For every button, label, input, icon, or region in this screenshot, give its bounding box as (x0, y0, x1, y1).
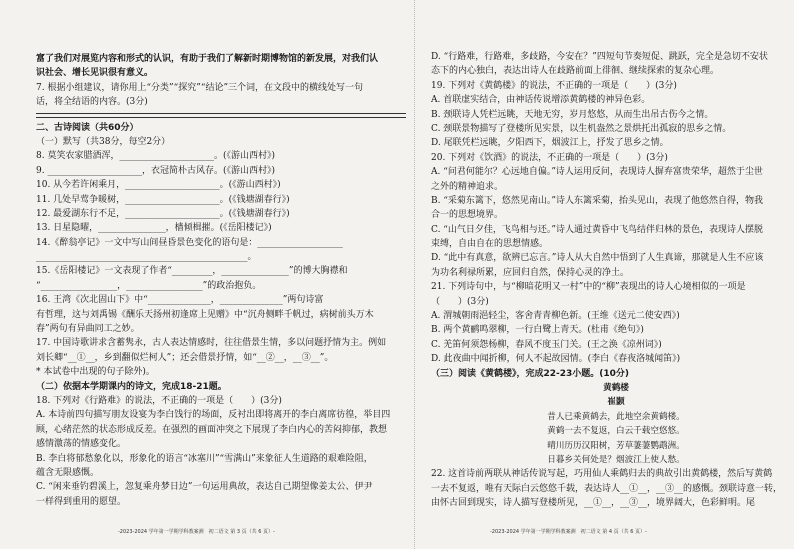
text-line: 为功名利禄所累，应回归自然，保持心灵的净土。 (431, 267, 630, 278)
text-line: C. “闲来垂钓碧溪上，忽复乘舟梦日边”一句运用典故，表达自己期望像姜太公、伊尹 (36, 482, 373, 493)
text-line: 感情激荡的情感变化。 (36, 439, 127, 450)
text-line: A. 渭城朝雨浥轻尘，客舍青青柳色新。(王维《送元二使安西》) (431, 311, 680, 322)
text-line: 二、古诗阅读（共60分） (36, 122, 139, 133)
text-line: （一）默写（共38分，每空2分） (36, 136, 171, 147)
text-line: D. 尾联凭栏远眺，夕阳西下，烟波江上，抒发了思乡之情。 (431, 138, 669, 149)
text-line: 蕴含无限感慨。 (36, 467, 100, 478)
text-line: 有哲理，这与刘禹锡《酬乐天扬州初逢席上见赠》中“沉舟侧畔千帆过，病树前头万木 (36, 309, 374, 320)
text-line: 崔颢 (607, 397, 625, 408)
text-line: D. “行路难，行路难，多歧路，今安在？”四短句节奏短促、跳跃，完全是急切不安状 (431, 52, 768, 62)
text-line: 12. 最爱湖东行不足，_____________________。(《钱塘湖春行》) (36, 208, 290, 219)
text-line: 昔人已乘黄鹤去，此地空余黄鹤楼。 (547, 411, 685, 422)
text-line: 18. 下列对《行路难》的说法，不正确的一项是（ ）(3分) (36, 395, 282, 406)
text-line: 15.《岳阳楼记》一文表现了作者“_________，_______________”的博大胸襟和 (36, 266, 348, 277)
text-line: 合一的思想境界。 (431, 210, 504, 221)
text-line: B. 颈联诗人凭栏远眺，天地无穷，岁月悠悠，从而生出吊古伤今之情。 (431, 109, 714, 120)
right-page-footer: -2023-2024 学年第一学期学科教案测 初二语文 第 4 页（共 6 页）- (490, 529, 647, 535)
left-page-column (36, 0, 406, 509)
text-line: 21. 下列诗句中，与“柳暗花明又一村”中的“柳”表现出的诗人心境相似的一项是 (431, 282, 746, 293)
text-line: B. “采菊东篱下，悠然见南山。”诗人东篱采菊，抬头见山，表现了他悠然自得，物我 (431, 195, 764, 206)
text-line: 富了我们对展览内容和形式的认识，有助于我们了解新时期博物馆的新发展，对我们认 (36, 54, 379, 64)
text-line: B. 李白将郁愁象化以，形象化的语言“冰塞川”“雪满山”来象征人生道路的艰难险阻， (36, 453, 373, 464)
answer-line (36, 117, 406, 118)
text-line: （ ）(3分) (431, 296, 489, 307)
text-line: 束缚，自由自在的思想情感。 (431, 239, 549, 250)
text-line: A. 首联虚实结合，由神话传说增添黄鹤楼的神异色彩。 (431, 95, 651, 106)
text-line: _______________________________________________。 (36, 252, 257, 263)
right-page-column (431, 0, 794, 511)
text-line: * 本试卷中出现的句子除外)。 (36, 367, 155, 378)
text-line: A. “问君何能尔？心远地自偏。”诗人运用反问，表现诗人摒弃富贵荣华，超然于尘世 (431, 167, 763, 178)
text-line: 9. _____________________，衣冠简朴古风存。(《游山西村》) (36, 165, 275, 176)
page-divider (414, 0, 415, 549)
text-line: D. 此夜曲中闻折柳，何人不起故园情。(李白《春夜洛城闻笛》) (431, 354, 681, 365)
text-line: 态下的内心独白，表达出诗人在歧路前面上徘徊、继续探索的复杂心理。 (431, 66, 720, 77)
text-line: 一去不复返，唯有天际白云悠悠千载，表达诗人__①__，__③__的感慨。颈联诗意一转， (431, 483, 783, 494)
text-line: C. “山气日夕佳，飞鸟相与还。”诗人通过黄昏中飞鸟结伴归林的景色，表现诗人摆脱 (431, 224, 763, 235)
text-line: （二）依据本学期课内的诗文，完成18-21题。 (36, 381, 227, 392)
text-line: 之外的精神追求。 (431, 181, 504, 192)
text-line: 一样得到重用的愿望。 (36, 496, 127, 507)
left-page-footer: -2023-2024 学年第一学期学科教案测 初二语文 第 3 页（共 6 页）- (118, 529, 275, 535)
text-line: 黄鹤楼 (603, 382, 629, 393)
answer-line (36, 113, 406, 114)
text-line: 19. 下列对《黄鹤楼》的说法，不正确的一项是（ ）(3分) (431, 80, 677, 91)
text-line: 13. 日星隐曜，_______________，樯倾楫摧。(《岳阳楼记》) (36, 223, 272, 234)
text-line: D. “此中有真意，欲辨已忘言。”诗人从大自然中悟到了人生真谛，那就是人生不应该 (431, 253, 764, 264)
text-line: 顾，心绪茫然的状态形成反差。在强烈的画面冲突之下展现了李白内心的苦闷抑郁，教想 (36, 424, 388, 435)
text-line: C. 颈联景物描写了登楼所见实景，以生机盎然之景烘托出孤寂的思乡之情。 (431, 123, 732, 134)
text-line: 16. 王湾《次北固山下》中“______________，______________”两句诗富 (36, 295, 324, 306)
text-line: 10. 从今若许闲乘月，_____________________。(《游山西村》) (36, 180, 281, 191)
text-line: A. 本诗前四句描写朋友设宴为李白饯行的场面，反衬出即将离开的李白离席彷徨，举目四 (36, 410, 391, 421)
text-line: 17. 中国诗歌讲求含蓄隽永，古人表达情感时，往往借景生情，多以问题抒情为主。例如 (36, 338, 387, 349)
text-line: 刘长卿“__①__，乡到翻似烂柯人”；还会借景抒情，如“__②__，__③__”。 (36, 352, 334, 363)
text-line: 黄鹤一去不复返，白云千载空悠悠。 (547, 426, 685, 437)
text-line: 22. 这首诗前两联从神话传说写起，巧用仙人乘鹤归去的典故引出黄鹤楼，然后写黄鹤 (431, 469, 773, 480)
text-line: 日暮乡关何处是？烟波江上使人愁。 (547, 454, 685, 465)
text-line: 8. 莫笑农家腊酒浑，_____________________。(《游山西村》) (36, 151, 275, 162)
text-line: C. 羌笛何须怨杨柳，春风不度玉门关。(王之涣《凉州词》) (431, 339, 662, 350)
text-line: B. 两个黄鹂鸣翠柳，一行白鹭上青天。(杜甫《绝句》) (431, 325, 644, 336)
text-line: 7. 根据小组建议，请你用上“分类”“探究”“结论”三个词，在文段中的横线处写一句 (36, 82, 364, 93)
text-line: 识社会、增长见识很有意义。 (36, 68, 154, 79)
text-line: 由怀古回到现实，诗人描写登楼所见，__①__，__③__，境界阔大，色彩鲜明。尾 (431, 498, 756, 509)
text-line: 20. 下列对《饮酒》的说法，不正确的一项是（ ）(3分) (431, 152, 668, 163)
text-line: 晴川历历汉阳树，芳草萋萋鹦鹉洲。 (547, 440, 685, 451)
text-line: 14.《醉翁亭记》一文中写山间昼昏景色变化的语句是：___________________ (36, 237, 343, 248)
text-line: 春”两句有异曲同工之妙。 (36, 324, 140, 335)
text-line: “_________________，_________________”的政治抱负。 (36, 280, 262, 291)
text-line: 话，将全结语的内容。(3分) (36, 97, 148, 108)
text-line: （三）阅读《黄鹤楼》，完成22-23小题。(10分) (431, 368, 630, 379)
text-line: 11. 几处早莺争暖树，_____________________。(《钱塘湖春行》) (36, 194, 290, 205)
